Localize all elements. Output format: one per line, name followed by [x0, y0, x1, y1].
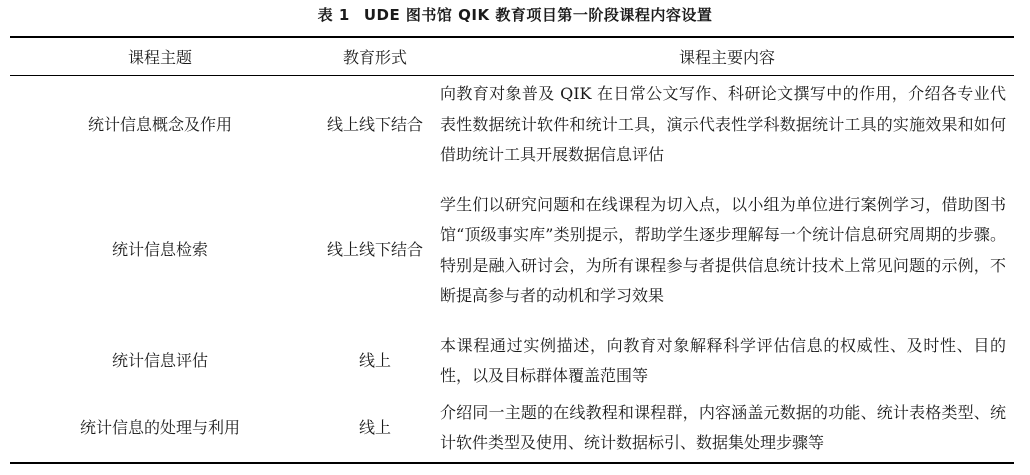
row-content: 介绍同一主题的在线教程和课程群，内容涵盖元数据的功能、统计表格类型、统计软件类型及使用、统计数据标引、数据集处理步骤等	[440, 402, 1006, 452]
header-form: 教育形式	[342, 48, 407, 67]
course-table	[10, 36, 1014, 464]
header-content: 课程主要内容	[678, 48, 775, 67]
table-title: UDE 图书馆 QIK 教育项目第一阶段课程内容设置	[363, 6, 713, 24]
row-topic: 统计信息的处理与利用	[79, 417, 240, 437]
row-form: 线上线下结合	[326, 114, 423, 134]
row-content: 学生们以研究问题和在线课程为切入点，以小组为单位进行案例学习，借助图书馆“顶级事实库”类别提示，帮助学生逐步理解每一个统计信息研究周期的步骤。特别是融入研讨会，为所有课程参与者提供信息统计技术上常见问题的示例，不断提高参与者的动机和学习效果	[440, 194, 1006, 305]
table-row	[10, 395, 1014, 463]
row-topic: 统计信息检索	[111, 240, 208, 260]
table-number: 表 1	[317, 6, 350, 24]
row-topic: 统计信息概念及作用	[87, 114, 232, 134]
table-row	[10, 76, 1014, 174]
header-row	[10, 37, 1014, 76]
row-form: 线上	[358, 417, 391, 437]
row-content: 本课程通过实例描述，向教育对象解释科学评估信息的权威性、及时性、目的性，以及目标群体覆盖范围等	[440, 335, 1006, 385]
row-content: 向教育对象普及 QIK 在日常公文写作、科研论文撰写中的作用，介绍各专业代表性数据统计软件和统计工具，演示代表性学科数据统计工具的实施效果和如何借助统计工具开展数据信息评估	[440, 84, 1006, 164]
table-row	[10, 328, 1014, 395]
table-caption	[0, 4, 1030, 25]
row-topic: 统计信息评估	[111, 350, 208, 370]
header-topic: 课程主题	[127, 48, 192, 67]
table-row	[10, 174, 1014, 328]
row-form: 线上线下结合	[326, 240, 423, 260]
row-form: 线上	[358, 350, 391, 370]
